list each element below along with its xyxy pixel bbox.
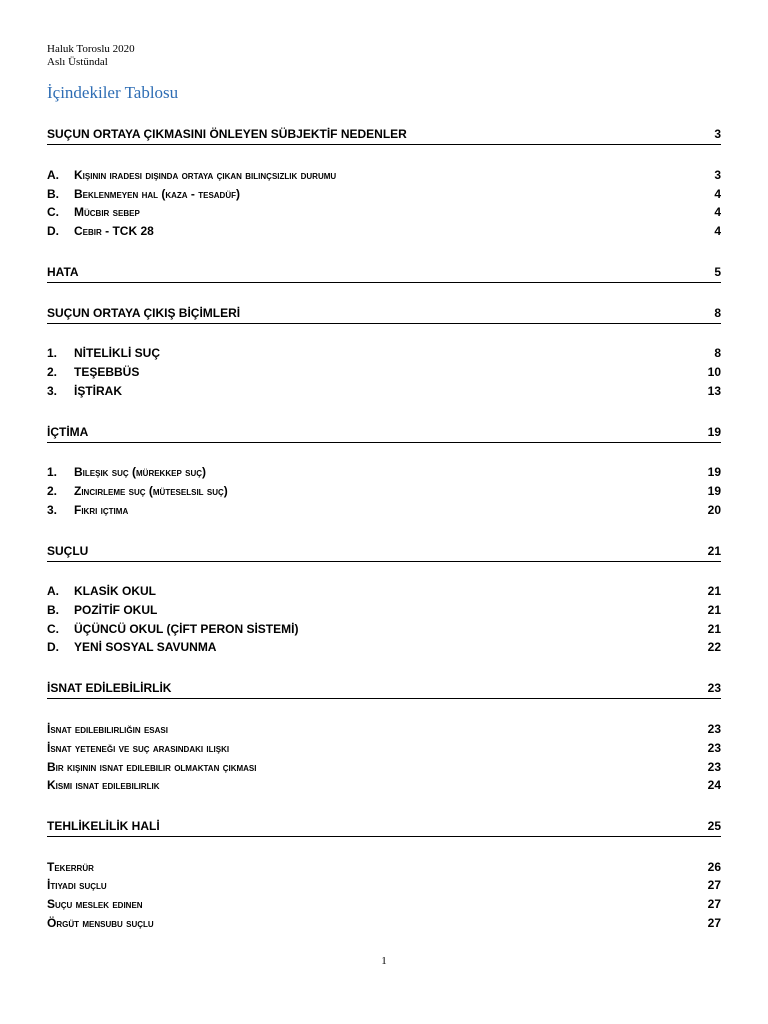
toc-page-number: 4 — [714, 224, 721, 238]
toc-label: B. — [47, 603, 59, 617]
toc-entry-title: POZİTİF OKUL — [74, 603, 158, 617]
toc-label: D. — [47, 640, 59, 654]
toc-page-number: 4 — [714, 205, 721, 219]
toc-label: 3. — [47, 503, 58, 517]
toc-subentry[interactable] — [47, 503, 721, 520]
toc-subentry[interactable] — [47, 205, 721, 222]
toc-section-title: TEHLİKELİLİK HALİ — [47, 819, 160, 833]
toc-page-number: 26 — [707, 860, 721, 874]
header — [47, 43, 135, 69]
toc-subentry[interactable] — [47, 584, 721, 601]
toc-page-number: 20 — [707, 503, 721, 517]
toc-subentry[interactable] — [47, 760, 721, 777]
toc-page-number: 19 — [707, 484, 721, 498]
toc-subentry[interactable] — [47, 860, 721, 877]
toc-section-title: İÇTİMA — [47, 425, 89, 439]
toc-subentry[interactable] — [47, 484, 721, 501]
toc-entry-title: Kısmi isnat edilebilirlik — [47, 778, 160, 792]
toc-subentry[interactable] — [47, 640, 721, 657]
toc-subentry[interactable] — [47, 878, 721, 895]
toc-section-title: İSNAT EDİLEBİLİRLİK — [47, 681, 172, 695]
toc-label: 2. — [47, 365, 58, 379]
toc-subentry[interactable] — [47, 365, 721, 382]
toc-section-title: SUÇUN ORTAYA ÇIKIŞ BİÇİMLERİ — [47, 306, 241, 320]
toc-page-number: 23 — [707, 741, 721, 755]
toc-label: B. — [47, 187, 59, 201]
toc-entry-title: YENİ SOSYAL SAVUNMA — [74, 640, 217, 654]
toc-page-number: 3 — [714, 168, 721, 182]
toc-label: 1. — [47, 465, 58, 479]
toc-entry-title: Fikri içtima — [74, 503, 129, 517]
toc-entry-title: ÜÇÜNCÜ OKUL (ÇİFT PERON SİSTEMİ) — [74, 622, 299, 636]
toc-section[interactable] — [47, 425, 721, 443]
toc-subentry[interactable] — [47, 465, 721, 482]
toc-label: D. — [47, 224, 59, 238]
toc-section-title: SUÇLU — [47, 544, 89, 558]
author-line-1: Haluk Toroslu 2020 — [47, 43, 135, 55]
toc-label: C. — [47, 622, 59, 636]
toc-entry-title: Kişinin iradesi dışında ortaya çıkan bilinçsizlik durumu — [74, 168, 337, 182]
toc-entry-title: Zincirleme suç (müteselsil suç) — [74, 484, 228, 498]
toc-page-number: 22 — [707, 640, 721, 654]
toc-entry-title: Bileşik suç (mürekkep suç) — [74, 465, 207, 479]
toc-page-number: 5 — [714, 265, 721, 279]
toc-entry-title: Tekerrür — [47, 860, 94, 874]
toc-page-number: 25 — [707, 819, 721, 833]
toc-page-number: 8 — [714, 346, 721, 360]
toc-label: 2. — [47, 484, 58, 498]
toc-section[interactable] — [47, 127, 721, 145]
toc-label: C. — [47, 205, 59, 219]
toc-label: A. — [47, 584, 59, 598]
toc-page-number: 21 — [707, 544, 721, 558]
toc-page-number: 19 — [707, 425, 721, 439]
toc-entry-title: NİTELİKLİ SUÇ — [74, 346, 160, 360]
toc-subentry[interactable] — [47, 897, 721, 914]
toc-entry-title: Örgüt mensubu suçlu — [47, 916, 154, 930]
toc-subentry[interactable] — [47, 346, 721, 363]
toc-page-number: 23 — [707, 760, 721, 774]
toc-subentry[interactable] — [47, 168, 721, 185]
toc-page-number: 27 — [707, 878, 721, 892]
toc-page-number: 4 — [714, 187, 721, 201]
toc-page-number: 8 — [714, 306, 721, 320]
toc-label: 1. — [47, 346, 58, 360]
toc-label: 3. — [47, 384, 58, 398]
toc-section-title: SUÇUN ORTAYA ÇIKMASINI ÖNLEYEN SÜBJEKTİF NEDENLER — [47, 127, 407, 141]
toc-page-number: 23 — [707, 722, 721, 736]
toc-page-number: 23 — [707, 681, 721, 695]
toc-section[interactable] — [47, 819, 721, 837]
toc-entry-title: KLASİK OKUL — [74, 584, 156, 598]
toc-page-number: 27 — [707, 916, 721, 930]
toc-entry-title: İŞTİRAK — [74, 384, 122, 398]
toc-entry-title: İsnat yeteneği ve suç arasındaki ilişki — [47, 741, 230, 755]
toc-section[interactable] — [47, 265, 721, 283]
toc-entry-title: TEŞEBBÜS — [74, 365, 140, 379]
toc-subentry[interactable] — [47, 916, 721, 933]
toc-page-number: 3 — [714, 127, 721, 141]
toc-entry-title: İtiyadi suçlu — [47, 878, 107, 892]
toc-section[interactable] — [47, 306, 721, 324]
toc-section[interactable] — [47, 544, 721, 562]
toc-entry-title: Beklenmeyen hal (kaza - tesadüf) — [74, 187, 240, 201]
toc-subentry[interactable] — [47, 722, 721, 739]
toc-section-title: HATA — [47, 265, 79, 279]
toc-page-number: 19 — [707, 465, 721, 479]
toc-subentry[interactable] — [47, 187, 721, 204]
toc-page-number: 27 — [707, 897, 721, 911]
toc-entry-title: Mücbir sebep — [74, 205, 140, 219]
author-line-2: Aslı Üstündal — [47, 56, 108, 68]
toc-page-number: 21 — [707, 584, 721, 598]
toc-page-number: 21 — [707, 622, 721, 636]
toc-subentry[interactable] — [47, 778, 721, 795]
toc-page-number: 21 — [707, 603, 721, 617]
toc-entry-title: Cebir - TCK 28 — [74, 224, 154, 238]
toc-entry-title: Suçu meslek edinen — [47, 897, 143, 911]
toc-entry-title: İsnat edilebilirliğin esası — [47, 722, 168, 736]
toc-section[interactable] — [47, 681, 721, 699]
toc-entry-title: Bir kişinin isnat edilebilir olmaktan çıkması — [47, 760, 257, 774]
toc-page-number: 10 — [707, 365, 721, 379]
toc-page-number: 13 — [707, 384, 721, 398]
toc-subentry[interactable] — [47, 741, 721, 758]
toc-subentry[interactable] — [47, 603, 721, 620]
toc-page-number: 24 — [707, 778, 721, 792]
toc-title: İçindekiler Tablosu — [47, 83, 179, 102]
toc-subentry[interactable] — [47, 224, 721, 241]
toc-subentry[interactable] — [47, 384, 721, 401]
toc-subentry[interactable] — [47, 622, 721, 639]
page-number-footer: 1 — [381, 955, 387, 967]
toc-label: A. — [47, 168, 59, 182]
